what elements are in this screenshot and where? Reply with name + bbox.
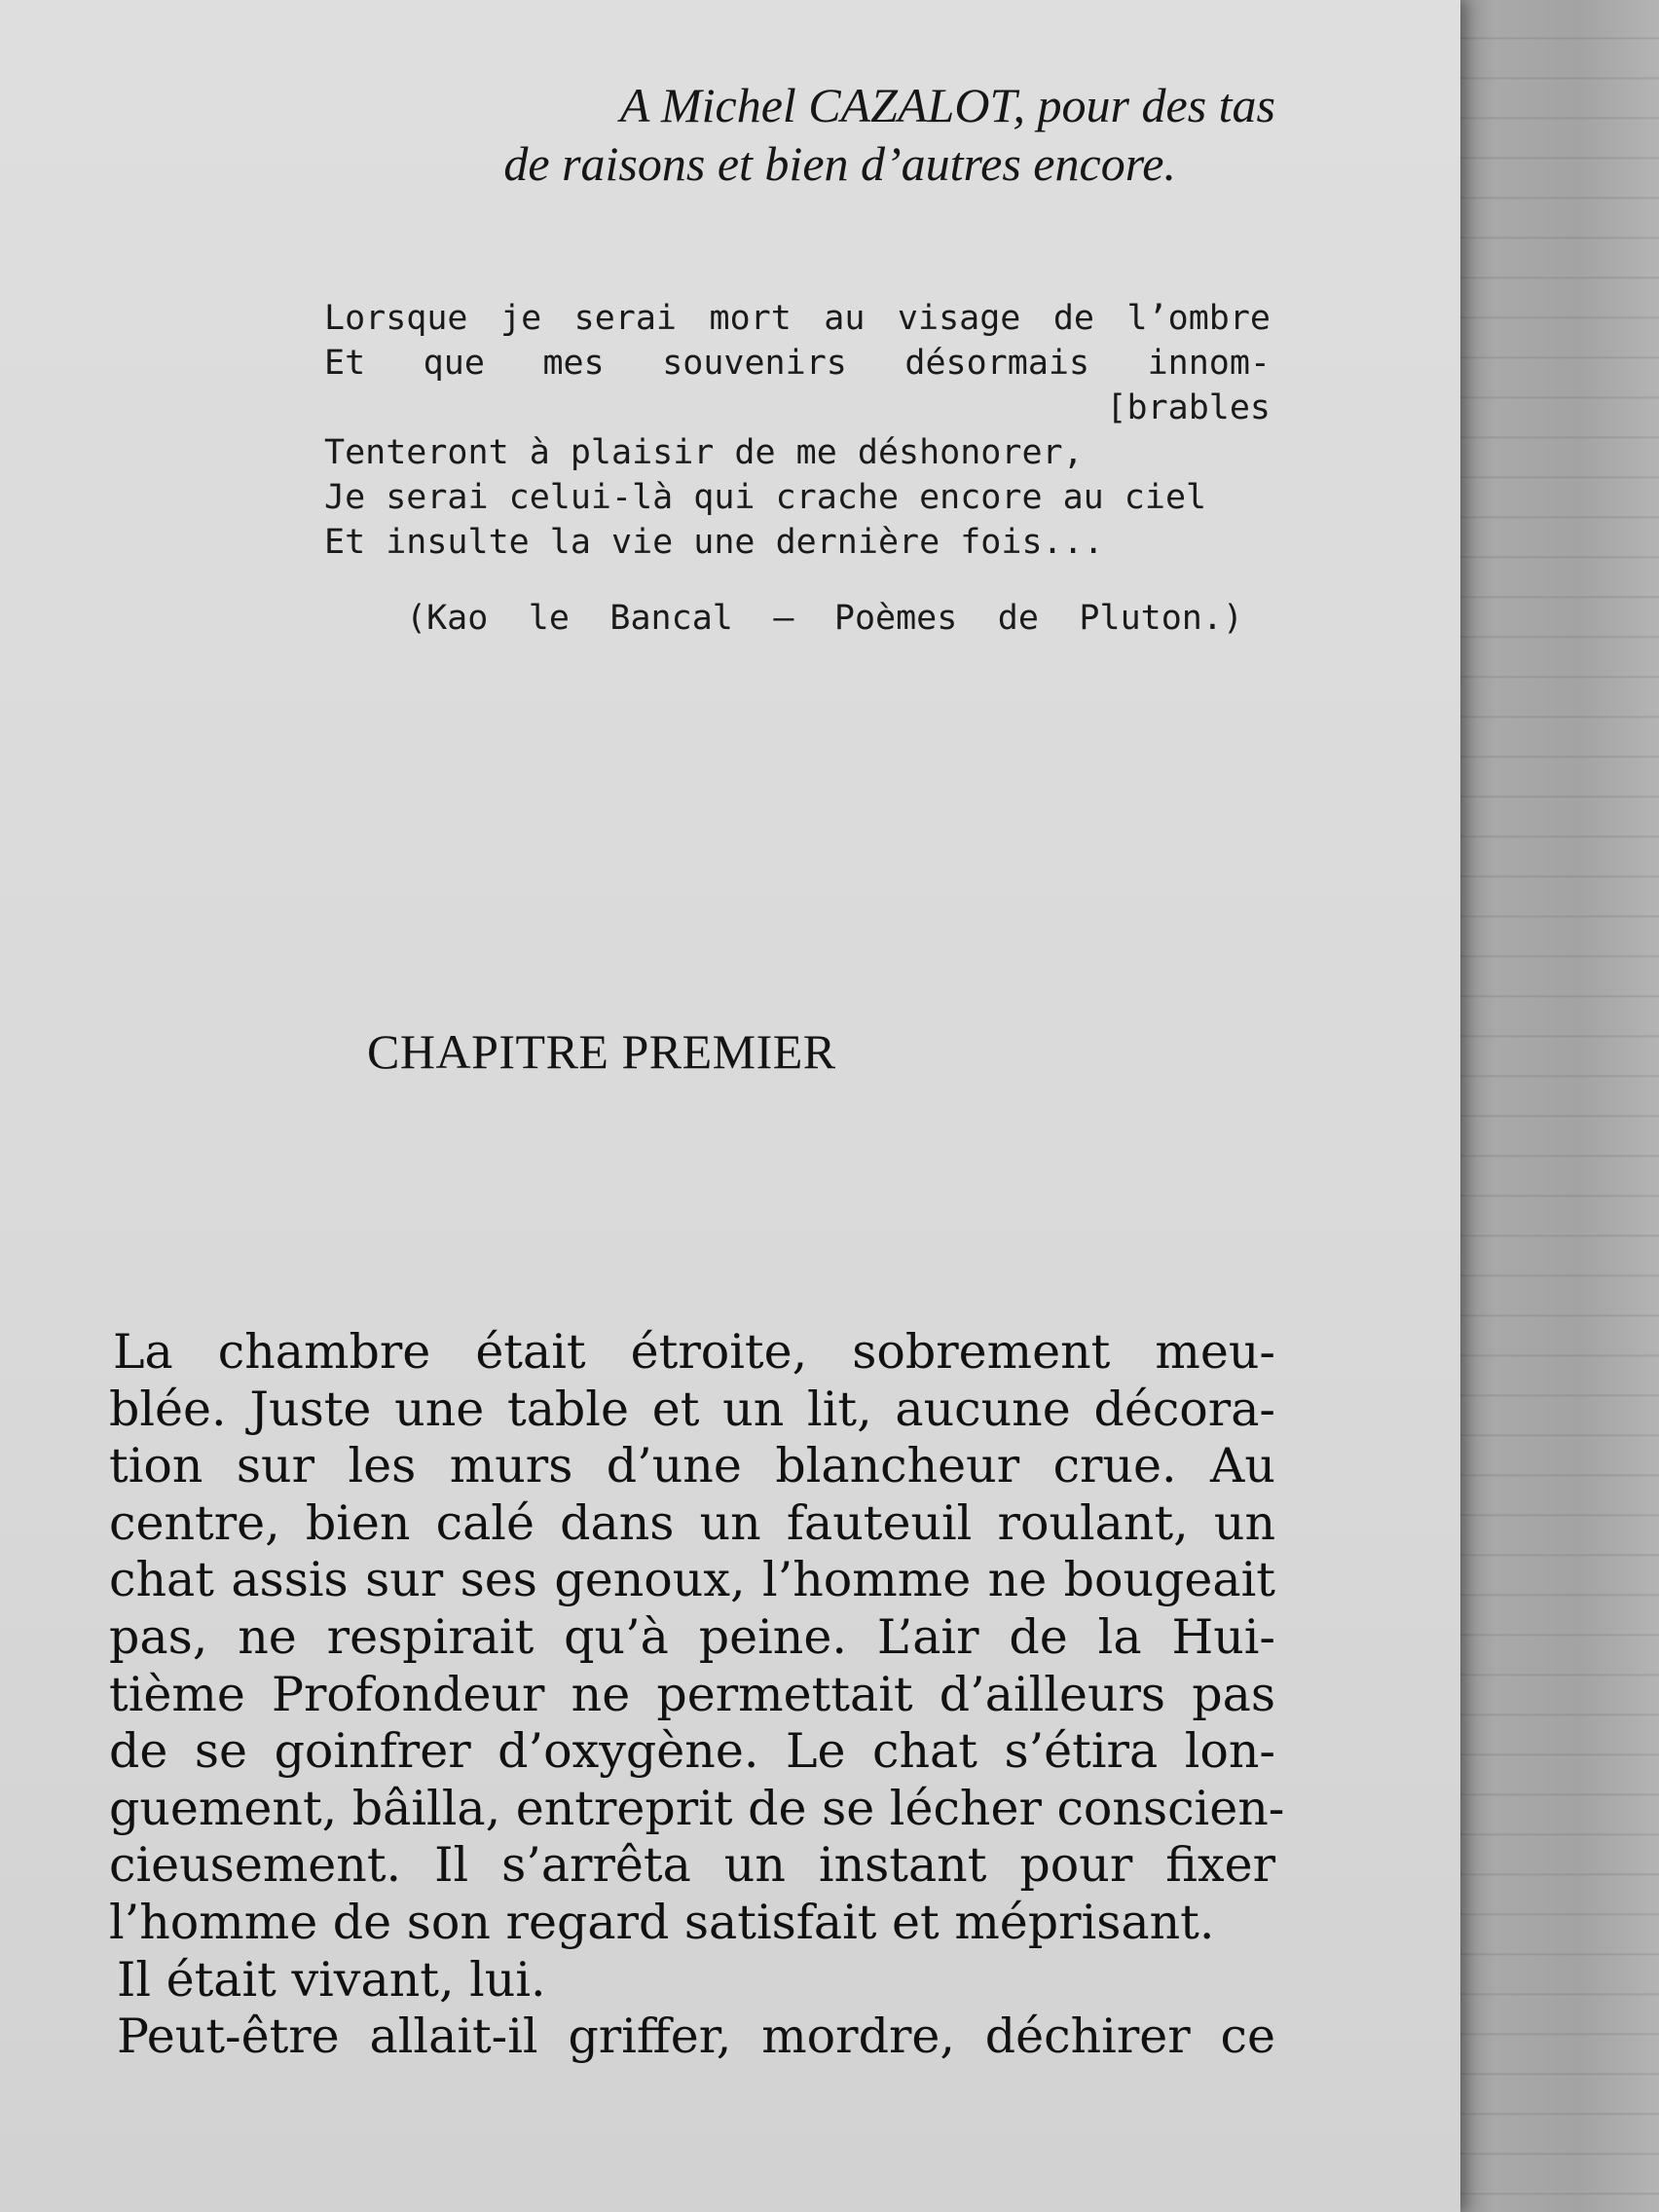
body-line: Peut-être allait-il griffer, mordre, déchirer ce (117, 2009, 1275, 2065)
body-line: blée. Juste une table et un lit, aucune décora- (109, 1381, 1275, 1437)
body-line: guement, bâilla, entreprit de se lécher conscien- (109, 1780, 1285, 1836)
dedication (263, 76, 1275, 193)
body-line: cieusement. Il s’arrêta un instant pour fixer (109, 1837, 1275, 1894)
dedication-line-2: de raisons et bien d’autres encore. (503, 136, 1176, 191)
body-line: La chambre était étroite, sobrement meu- (113, 1324, 1275, 1380)
poem-line: Et que mes souvenirs désormais innom- (324, 344, 1271, 383)
epigraph-attribution: (Kao le Bancal — Poèmes de Pluton.) (406, 599, 1243, 638)
dedication-line-1: A Michel CAZALOT, pour des tas (619, 78, 1275, 132)
poem-line: Lorsque je serai mort au visage de l’ombre (324, 299, 1271, 338)
body-line: tième Profondeur ne permettait d’ailleurs pas (109, 1666, 1275, 1722)
poem-line: Et insulte la vie une dernière fois... (324, 523, 1104, 562)
body-line: l’homme de son regard satisfait et méprisant. (109, 1894, 1215, 1950)
body-line: pas, ne respirait qu’à peine. L’air de la Hui- (109, 1608, 1275, 1665)
chapter-title: CHAPITRE PREMIER (367, 1024, 836, 1079)
chapter-body-text (109, 1324, 1285, 2066)
body-line: Il était vivant, lui. (117, 1951, 546, 2008)
body-line: de se goinfrer d’oxygène. Le chat s’étira lon- (109, 1723, 1275, 1780)
adjacent-page-edge (1455, 0, 1659, 2212)
poem-line: Je serai celui-là qui crache encore au ciel (324, 478, 1207, 517)
body-line: chat assis sur ses genoux, l’homme ne bougeait (109, 1552, 1275, 1608)
epigraph-poem (324, 296, 1271, 641)
body-line: tion sur les murs d’une blancheur crue. Au (109, 1438, 1275, 1494)
poem-line-continuation: [brables (1106, 388, 1271, 427)
body-line: centre, bien calé dans un fauteuil roulant, un (109, 1494, 1275, 1551)
poem-line: Tenteront à plaisir de me déshonorer, (324, 433, 1084, 472)
